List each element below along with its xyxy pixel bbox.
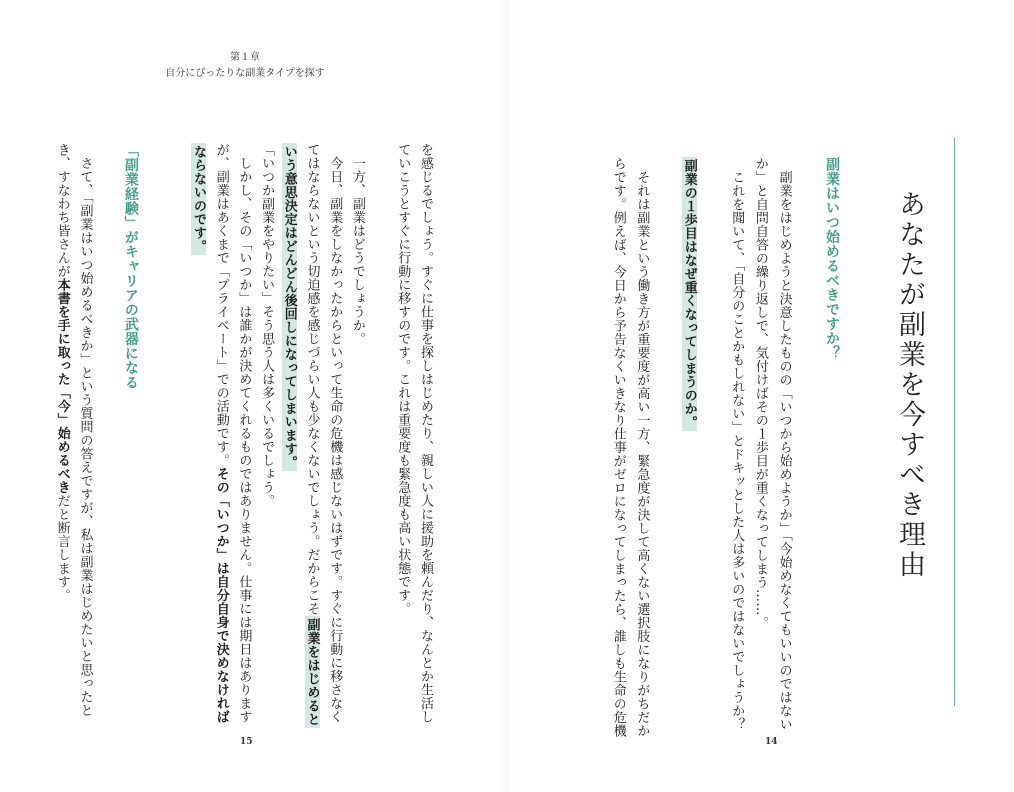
- body-text: か」と自問自答の繰り返しで、気付けばその１歩目が重くなってしまう……。: [752, 157, 768, 630]
- text-column: [730, 157, 743, 731]
- body-text: てはならないという切迫感を感じづらい人も少なくないでしょう。だからこそ: [304, 143, 320, 616]
- body-text: だと断言します。: [54, 494, 70, 602]
- text-column: [683, 157, 696, 431]
- text-column: [237, 143, 250, 724]
- text-column: [635, 157, 648, 738]
- title-rule: [954, 138, 955, 706]
- text-column: [612, 157, 625, 738]
- highlighted-text: 副業の１歩目はなぜ重くなってしまうのか。: [681, 159, 697, 429]
- section-heading: 「副業経験」がキャリアの武器になる: [122, 143, 139, 390]
- chapter-label: 第１章: [230, 52, 260, 63]
- text-column: [215, 143, 228, 724]
- body-text: さて、「副業はいつ始めるべきか」という質問の答えですが、私は副業はじめたいと思ったと: [77, 143, 93, 717]
- page-number-left: 15: [240, 737, 253, 747]
- section-heading: 副業はいつ始めるべきですか？: [824, 157, 840, 360]
- body-text: しかし、その「いつか」は誰かが決めてくれるものではありません。仕事には期日はあります: [236, 143, 252, 724]
- body-text: 今日、副業をしなかったからといって生命の危機は感じないはずです。すぐに行動に移さなく: [327, 143, 343, 724]
- chapter-title: 自分にぴったりな副業タイプを探す: [165, 68, 325, 79]
- body-text: き、すなわち皆さんが: [54, 143, 70, 278]
- body-text: それは副業という働き方が重要度が高い一方、緊急度が決して高くない選択肢になりがちだか: [634, 157, 650, 738]
- text-column: [351, 143, 364, 346]
- body-text: 副業をはじめようと決意したものの「いつから始めようか」「今始めなくてもいいのではない: [776, 157, 792, 731]
- text-column: [306, 143, 319, 728]
- text-column: [778, 157, 791, 731]
- text-column: [328, 143, 341, 724]
- section-title: あなたが副業を今すべき理由: [894, 190, 925, 580]
- right-page: [507, 0, 1014, 792]
- bold-text: その「いつか」は自分自身で決めなければ: [213, 467, 229, 724]
- running-head: [120, 50, 370, 82]
- highlighted-text: いう意思決定はどんどん後回しになってしまいます。: [281, 145, 297, 469]
- body-text: らです。例えば、今日から予告なくいきなり仕事がゼロになってしまったら、誰しも生命の危機: [610, 157, 626, 738]
- body-text: ていこうとすぐに行動に移すのです。これは重要度も緊急度も高い状態です。: [395, 143, 411, 616]
- body-text: が、副業はあくまで「プライベート」での活動です。: [213, 143, 229, 467]
- text-column: [825, 157, 839, 360]
- text-column: [192, 143, 205, 255]
- text-column: [56, 143, 69, 602]
- text-column: [419, 143, 432, 724]
- text-column: [260, 143, 273, 508]
- body-text: を感じるでしょう。すぐに仕事を探しはじめたり、親しい人に援助を頼んだり、なんとか生活し: [418, 143, 433, 724]
- body-text: これを聞いて、「自分のことかもしれない」とドキッとした人は多いのではないでしょうか？: [729, 157, 745, 731]
- text-column: [754, 157, 767, 630]
- gutter: [500, 0, 514, 792]
- bold-text: 本書を手に取った「今」始めるべき: [54, 278, 70, 494]
- text-column: [283, 143, 296, 471]
- highlighted-text: ならないのです。: [191, 145, 206, 253]
- highlighted-text: 副業をはじめると: [304, 617, 320, 726]
- text-column: [79, 143, 92, 717]
- page-number-right: 14: [765, 737, 778, 747]
- text-column: [124, 143, 138, 390]
- body-text: 一方、副業はどうでしょうか。: [349, 143, 365, 346]
- body-text: 「いつか副業をやりたい」そう思う人は多くいるでしょう。: [259, 143, 275, 508]
- text-column: [396, 143, 409, 616]
